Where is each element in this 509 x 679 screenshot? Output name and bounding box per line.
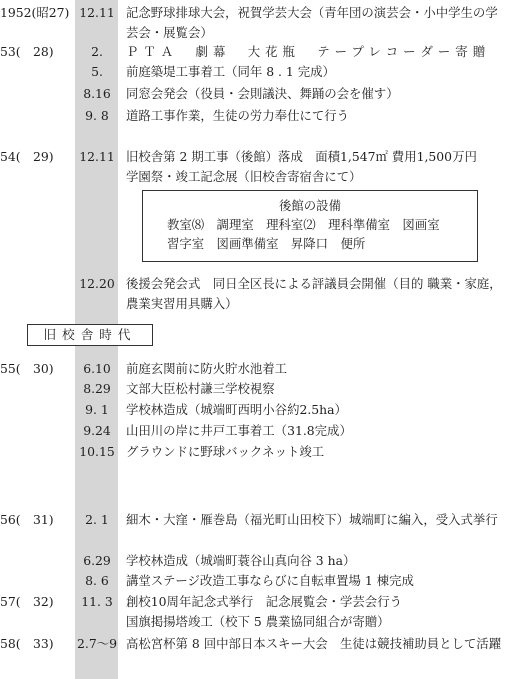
date-cell: 5.	[91, 64, 103, 79]
event-text: 細木・大窪・雁巻島（福光町山田校下）城端町に編入，受入式挙行	[126, 512, 498, 527]
event-text: 講堂ステージ改造工事ならびに自転車置場 1 棟完成	[126, 573, 414, 588]
year-cell: 58( 33)	[0, 636, 54, 651]
year-cell: 56( 31)	[0, 512, 54, 527]
event-text: グラウンドに野球バックネット竣工	[126, 444, 325, 459]
event-text: 前庭築堤工事着工（同年 8 . 1 完成）	[126, 64, 335, 79]
year-cell: 57( 32)	[0, 594, 54, 609]
event-text: 文部大臣松村謙三学校視察	[126, 381, 275, 396]
date-cell: 9. 8	[85, 108, 109, 123]
date-cell: 6.29	[83, 553, 111, 568]
year-cell: 53( 28)	[0, 44, 54, 59]
date-cell: 2. 1	[85, 512, 109, 527]
year-cell: 55( 30)	[0, 361, 54, 376]
date-cell: 8. 6	[85, 573, 109, 588]
date-cell: 8.29	[83, 381, 111, 396]
date-cell: 2.7～9	[77, 636, 117, 651]
date-cell: 8.16	[83, 86, 111, 101]
era-heading: 旧校舎時代	[27, 324, 153, 346]
date-cell: 9. 1	[85, 402, 109, 417]
year-cell: 1952(昭27)	[0, 5, 70, 20]
facilities-line: 教室⑻ 調理室 理科室⑵ 理科準備室 図画室	[167, 217, 440, 232]
event-text: 山田川の岸に井戸工事着工（31.8完成）	[126, 423, 352, 438]
facilities-line: 習字室 図画準備室 昇降口 便所	[167, 236, 366, 251]
event-text: 後援会発会式 同日全区長による評議員会開催（目的 職業・家庭，農業実習用具購入）	[126, 276, 502, 311]
date-cell: 2.	[91, 44, 103, 59]
event-text: 創校10周年記念式挙行 記念展覧会・学芸会行う	[126, 594, 402, 609]
date-cell: 9.24	[83, 423, 111, 438]
event-text: 学園祭・竣工記念展（旧校舎寄宿舎にて）	[126, 169, 362, 184]
date-cell: 12.11	[79, 5, 115, 20]
facilities-box	[142, 190, 478, 262]
event-text: ＰＴＡ 劇幕 大花瓶 テープレコーダー寄贈	[126, 44, 491, 59]
event-text: 同窓会発会（役員・会則議決、舞踊の会を催す）	[126, 86, 399, 101]
event-text: 前庭玄関前に防火貯水池着工	[126, 361, 288, 376]
date-cell: 11. 3	[81, 594, 113, 609]
date-cell: 6.10	[83, 361, 111, 376]
event-text: 学校林造成（城端町西明小谷約2.5ha）	[126, 402, 347, 417]
event-text: 高松宮杯第 8 回中部日本スキー大会 生徒は競技補助員として活躍	[126, 636, 502, 651]
event-text: 国旗掲揚塔竣工（校下 5 農業協同組合が寄贈）	[126, 614, 390, 629]
event-text: 記念野球排球大会，祝賀学芸大会（青年団の演芸会・小中学生の学芸会・展覧会）	[126, 5, 498, 40]
event-text: 学校林造成（城端町蓑谷山真向谷 3 ha）	[126, 553, 356, 568]
date-cell: 12.11	[79, 149, 115, 164]
date-cell: 12.20	[79, 276, 115, 291]
year-cell: 54( 29)	[0, 149, 54, 164]
event-text: 道路工事作業，生徒の労力奉仕にて行う	[126, 108, 350, 123]
date-cell: 10.15	[79, 444, 115, 459]
event-text: 旧校舎第 2 期工事（後館）落成 面積1,547㎡ 費用1,500万円	[126, 149, 477, 164]
facilities-title: 後館の設備	[279, 198, 341, 213]
